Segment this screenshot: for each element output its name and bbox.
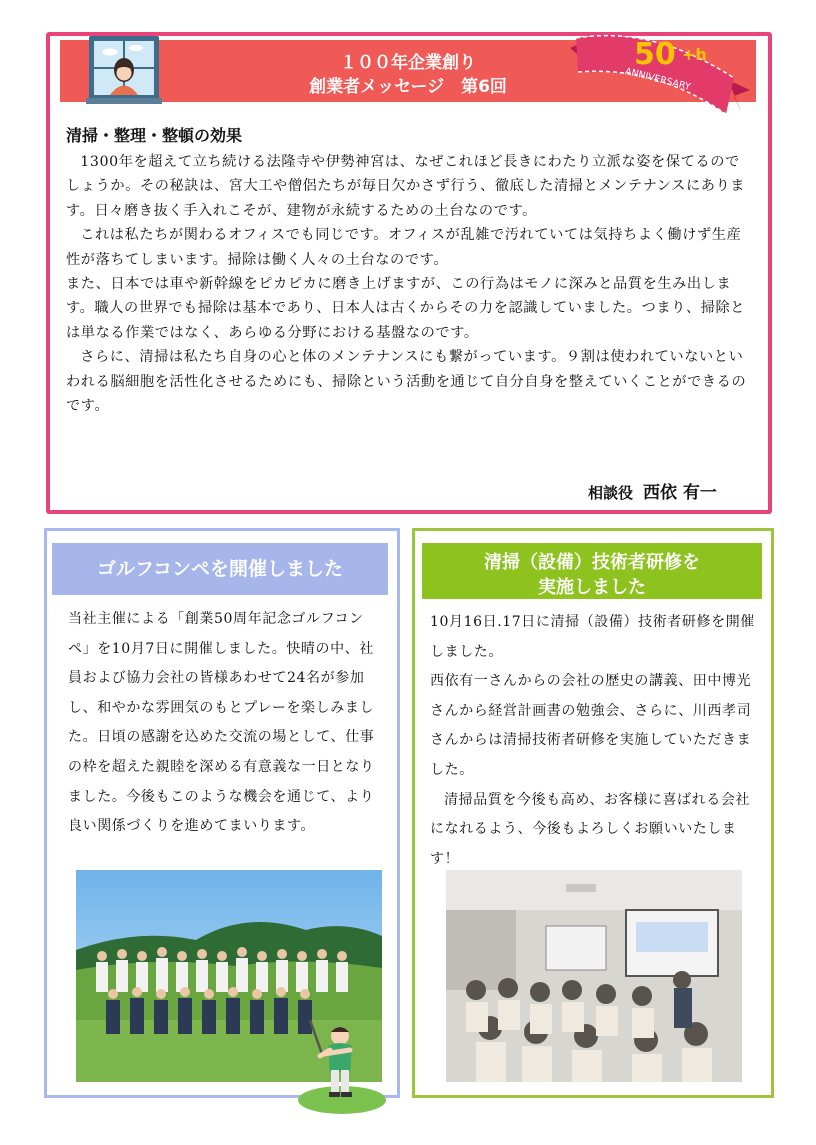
training-text bbox=[430, 608, 760, 874]
window-person-illustration bbox=[86, 30, 162, 106]
training-heading bbox=[422, 543, 762, 599]
seminar-photo bbox=[446, 870, 742, 1082]
message-paragraph: また、日本では車や新幹線をピカピカに磨き上げますが、この行為はモノに深みと品質を生み出します。職人の世界でも掃除は基本であり、日本人は古くからその力を認識していました。つまり、掃除とは単なる作業ではなく、あらゆる分野における基盤なのです。 bbox=[66, 276, 746, 341]
message-paragraph: これは私たちが関わるオフィスでも同じです。オフィスが乱雑で汚れていては気持ちよく働けず生産性が落ちてしまいます。掃除は働く人々の土台なのです。 bbox=[66, 227, 742, 268]
training-paragraph: 西依有一さんからの会社の歴史の講義、田中博光さんから経営計画書の勉強会、さらに、川西孝司さんからは清掃技術者研修を実施していただきました。 bbox=[430, 673, 752, 778]
message-paragraph: 1300年を超えて立ち続ける法隆寺や伊勢神宮は、なぜこれほど長きにわたり立派な姿を保てるのでしょうか。その秘訣は、宮大工や僧侶たちが毎日欠かさず行う、徹底した清掃とメンテナンスにあります。日々磨き抜く手入れこそが、建物が永続するための土台なのです。 bbox=[66, 154, 746, 219]
message-heading: 清掃・整理・整頓の効果 bbox=[66, 126, 243, 145]
message-paragraph: さらに、清掃は私たち自身の心と体のメンテナンスにも繋がっています。９割は使われていないといわれる脳細胞を活性化させるためにも、掃除という活動を通じて自分自身を整えていくことができるのです。 bbox=[66, 349, 747, 415]
signature-role: 相談役 bbox=[588, 484, 634, 502]
anniversary-number: 50 bbox=[634, 37, 676, 72]
50th-anniversary-badge bbox=[558, 20, 754, 138]
anniversary-plus: +h bbox=[682, 45, 707, 64]
golfer-illustration bbox=[296, 1010, 388, 1114]
training-heading-line2: 実施しました bbox=[538, 577, 646, 598]
training-heading-line1: 清掃（設備）技術者研修を bbox=[484, 552, 700, 573]
golf-heading: ゴルフコンペを開催しました bbox=[52, 543, 388, 595]
message-body bbox=[66, 150, 754, 418]
signature-name: 西依 有一 bbox=[643, 483, 717, 503]
training-paragraph: 10月16日.17日に清掃（設備）技術者研修を開催しました。 bbox=[430, 614, 755, 660]
banner-title-line1: １００年企業創り bbox=[340, 53, 476, 73]
banner-title-line2: 創業者メッセージ 第6回 bbox=[309, 77, 507, 97]
anniversary-word: ANNIVERSARY bbox=[623, 65, 692, 93]
signature bbox=[588, 478, 717, 503]
training-paragraph: 清掃品質を今後も高め、お客様に喜ばれる会社になれるよう、今後もよろしくお願いいたします！ bbox=[430, 791, 751, 867]
golf-text: 当社主催による「創業50周年記念ゴルフコンペ」を10月7日に開催しました。快晴の中、社員および協力会社の皆様あわせて24名が参加し、和やかな雰囲気のもとプレーを楽しみました。日頃の感謝を込めた交流の場として、仕事の枠を超えた親睦を深める有意義な一日となりました。今後もこのような機会を通じて、より良い関係づくりを進めてまいります。 bbox=[68, 611, 375, 835]
